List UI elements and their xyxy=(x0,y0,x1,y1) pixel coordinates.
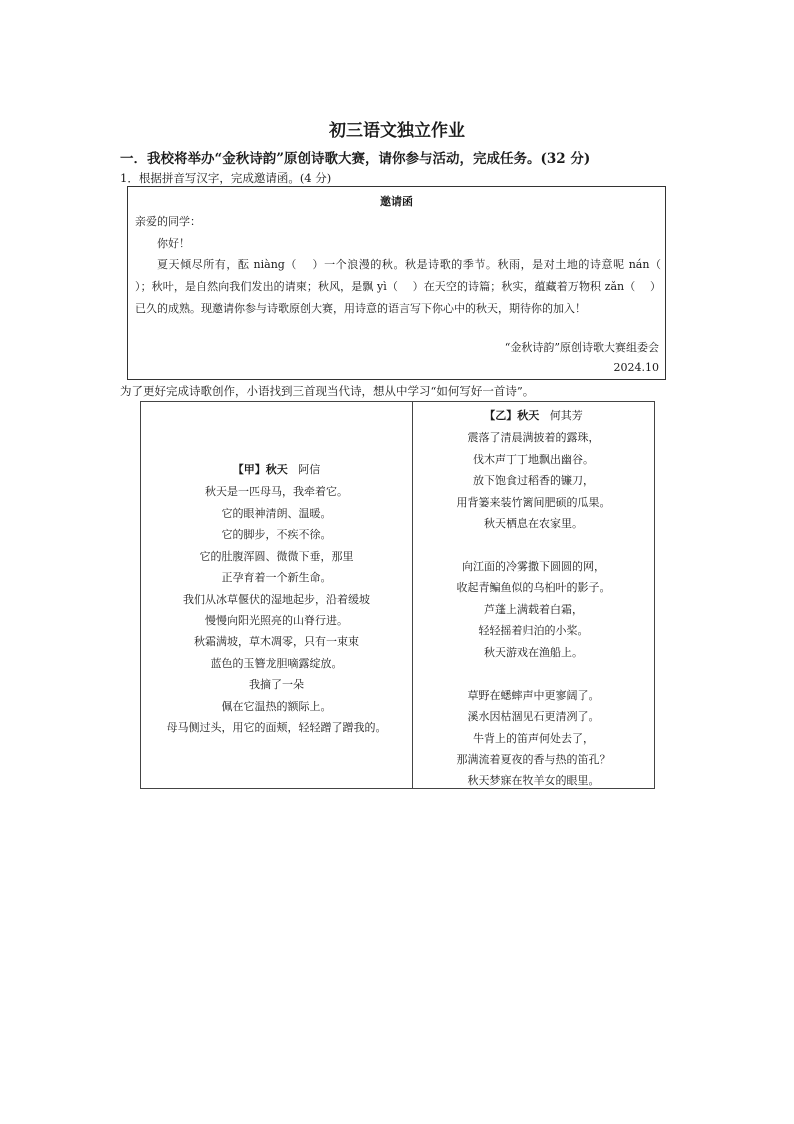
poem-b-author: 何其芳 xyxy=(549,409,583,422)
poem-b-line: 秋天游戏在渔船上。 xyxy=(484,646,583,659)
poem-a-line: 秋霜满坡，草木凋零，只有一束束 xyxy=(194,635,359,648)
poem-a-line: 佩在它温热的额际上。 xyxy=(221,700,332,713)
poem-b-title xyxy=(413,407,654,423)
poem-a-title xyxy=(141,461,412,477)
poem-a-line: 蓝色的玉簪龙胆嘀露绽放。 xyxy=(210,657,343,670)
poem-b-line: 溪水因枯涸见石更清冽了。 xyxy=(467,710,600,723)
poem-a-author: 阿信 xyxy=(298,463,321,476)
poem-b-line: 收起青鳊鱼似的乌桕叶的影子。 xyxy=(456,581,611,594)
poem-b-line: 向江面的冷雾撒下圆圆的网， xyxy=(462,560,605,573)
poem-b xyxy=(413,402,654,788)
invitation-box xyxy=(127,186,676,380)
poem-a xyxy=(141,402,412,788)
poem-a-line: 慢慢向阳光照亮的山脊行进。 xyxy=(205,614,348,627)
poem-a-line: 它的眼神清朗、温暖。 xyxy=(221,507,332,520)
poems-table xyxy=(140,401,655,789)
poem-b-line: 放下饱食过稻香的镰刀， xyxy=(473,474,594,487)
invitation-title: 邀请函 xyxy=(380,195,413,208)
poem-b-line: 轻轻摇着归泊的小桨。 xyxy=(478,624,589,637)
poem-a-line: 它的肚腹浑圆、微微下垂，那里 xyxy=(199,550,354,563)
invitation-body: 夏天倾尽所有，酝 niàng（ ）一个浪漫的秋。秋是诗歌的季节。秋雨，是对土地的诗意呢 nán（ ）；秋叶，是自然向我们发出的请柬；秋风，是飘 yì（ ）在天空的诗篇；秋实，蕴藏着万物积 zǎn（ ）已久的成熟。现邀请你参与诗歌原创大赛，用诗意的语言写下你心中的秋天，期待你的加入！ xyxy=(135,258,676,315)
poem-b-line: 芦蓬上满载着白霜， xyxy=(484,603,583,616)
poem-a-line: 我摘了一朵 xyxy=(249,678,304,691)
section-heading: 一．我校将举办“金秋诗韵”原创诗歌大赛，请你参与活动，完成任务。(32 分) xyxy=(120,151,591,167)
poem-b-line: 秋天梦寐在牧羊女的眼里。 xyxy=(467,774,600,787)
poem-b-line: 那满流着夏夜的香与热的笛孔？ xyxy=(456,753,611,766)
poem-a-line: 母马侧过头，用它的面颊，轻轻蹭了蹭我的。 xyxy=(166,721,387,734)
poem-a-line: 正孕育着一个新生命。 xyxy=(221,571,332,584)
question-1: 1．根据拼音写汉字，完成邀请函。(4 分) xyxy=(120,171,332,185)
poem-a-line: 它的脚步，不疾不徐。 xyxy=(221,528,332,541)
poem-a-label: 【甲】秋天 xyxy=(232,463,288,476)
poem-b-line: 牛背上的笛声何处去了， xyxy=(473,732,594,745)
poem-b-line: 草野在蟋蟀声中更寥阔了。 xyxy=(467,689,600,702)
invitation-date: 2024.10 xyxy=(613,361,659,374)
invitation-greeting: 你好！ xyxy=(157,237,190,250)
poem-b-line: 秋天栖息在农家里。 xyxy=(484,517,583,530)
poem-a-line: 秋天是一匹母马，我牵着它。 xyxy=(205,485,348,498)
invitation-signature: “金秋诗韵”原创诗歌大赛组委会 xyxy=(504,341,659,354)
poem-b-line: 伐木声丁丁地飘出幽谷。 xyxy=(473,453,594,466)
invitation-salutation: 亲爱的同学： xyxy=(135,215,201,228)
poem-b-line: 震落了清晨满披着的露珠， xyxy=(467,431,600,444)
page-title: 初三语文独立作业 xyxy=(329,121,465,141)
poem-a-line: 我们从冰草偃伏的湿地起步，沿着缓坡 xyxy=(183,593,370,606)
intro-text: 为了更好完成诗歌创作，小语找到三首现当代诗，想从中学习“如何写好一首诗”。 xyxy=(120,384,535,398)
poem-b-line: 用背篓来装竹篱间肥硕的瓜果。 xyxy=(456,496,611,509)
poem-b-label: 【乙】秋天 xyxy=(484,409,540,422)
